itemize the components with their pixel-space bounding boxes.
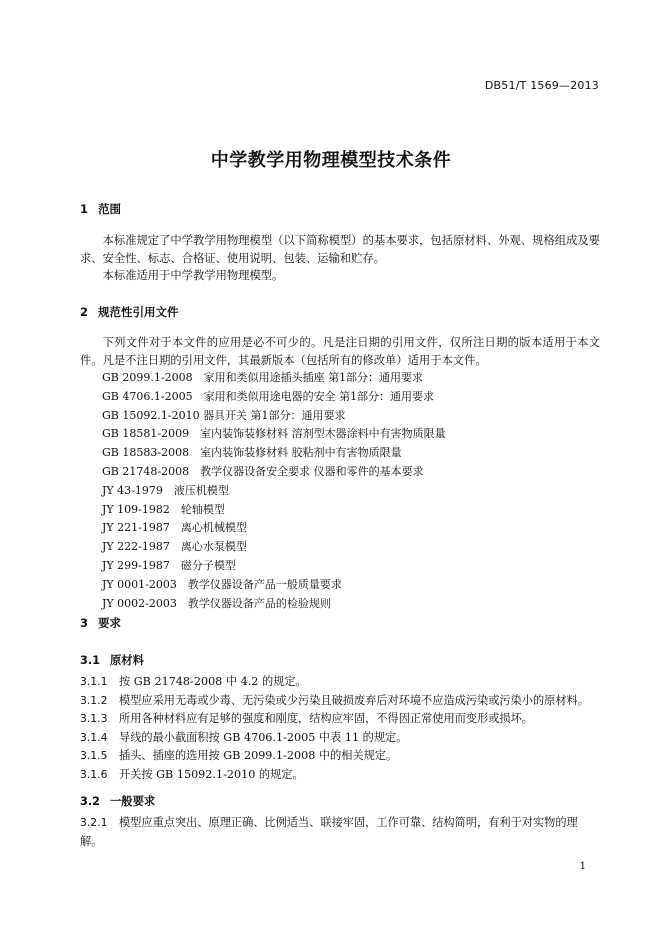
standard-code: DB51/T 1569—2013 <box>484 79 599 92</box>
document-title: 中学教学用物理模型技术条件 <box>210 150 452 171</box>
section-1-body <box>80 232 600 285</box>
clause-number: 3.2.1 <box>80 816 108 829</box>
reference-item: GB 4706.1-2005 家用和类似用途电器的安全 第1部分：通用要求 <box>102 389 435 403</box>
clause-item <box>80 747 605 766</box>
clause-text: 模型应重点突出、原理正确、比例适当、联接牢固，工作可靠、结构简明，有利于对实物的理 <box>119 816 578 829</box>
section-title: 范围 <box>98 202 121 216</box>
clause-number: 3.1.3 <box>80 712 108 726</box>
subsection-3-1-heading <box>80 652 144 668</box>
clause-list-3-1 <box>80 673 605 785</box>
reference-item: JY 299-1987 磁分子模型 <box>102 558 236 572</box>
reference-item: JY 221-1987 离心机械模型 <box>102 521 247 535</box>
clause-number: 3.1.2 <box>80 693 108 707</box>
clause-item <box>80 766 605 785</box>
section-number: 3 <box>80 616 89 630</box>
clause-text: 模型应采用无毒或少毒、无污染或少污染且破损废弃后对环境不应造成污染或污染小的原材料。 <box>119 693 589 707</box>
reference-item: JY 222-1987 离心水泵模型 <box>102 540 247 554</box>
clause-text: 导线的最小截面积按 GB 4706.1-2005 中表 11 的规定。 <box>119 730 408 744</box>
clause-item <box>80 673 605 692</box>
section-title: 要求 <box>98 616 121 630</box>
reference-item: JY 0001-2003 教学仪器设备产品一般质量要求 <box>102 577 342 591</box>
clause-item <box>80 729 605 748</box>
section-2-heading <box>80 304 179 320</box>
clause-text: 开关按 GB 15092.1-2010 的规定。 <box>119 767 304 781</box>
clause-continuation: 解。 <box>80 834 103 848</box>
clause-item <box>80 710 605 729</box>
section-1-heading <box>80 201 121 217</box>
reference-item: GB 18581-2009 室内装饰装修材料 溶剂型木器涂料中有害物质限量 <box>102 427 446 441</box>
clause-number: 3.1.6 <box>80 767 108 781</box>
paragraph: 本标准规定了中学教学用物理模型（以下简称模型）的基本要求，包括原材料、外观、规格组成及要求、安全性、标志、合格证、使用说明、包装、运输和贮存。 <box>80 234 600 265</box>
page-number: 1 <box>579 861 586 872</box>
section-number: 1 <box>80 202 89 216</box>
reference-item: GB 15092.1-2010 器具开关 第1部分：通用要求 <box>102 408 346 422</box>
section-2-intro <box>80 334 600 369</box>
subsection-title: 原材料 <box>110 654 144 667</box>
clause-text: 插头、插座的选用按 GB 2099.1-2008 中的相关规定。 <box>119 749 398 763</box>
reference-item: JY 43-1979 液压机模型 <box>102 483 229 497</box>
subsection-title: 一般要求 <box>110 795 156 808</box>
section-number: 2 <box>80 305 89 319</box>
reference-item: JY 109-1982 轮轴模型 <box>102 502 225 516</box>
paragraph: 下列文件对于本文件的应用是必不可少的。凡是注日期的引用文件，仅所注日期的版本适用于本文件。凡是不注日期的引用文件，其最新版本（包括所有的修改单）适用于本文件。 <box>80 336 600 367</box>
subsection-number: 3.2 <box>80 795 101 808</box>
clause-text: 按 GB 21748-2008 中 4.2 的规定。 <box>119 675 307 688</box>
clause-number: 3.1.1 <box>80 675 108 688</box>
clause-number: 3.1.5 <box>80 749 108 763</box>
clause-text: 所用各种材料应有足够的强度和刚度，结构应牢固，不得因正常使用而变形或损坏。 <box>119 712 533 726</box>
clause-item <box>80 814 605 833</box>
reference-list <box>102 369 446 613</box>
clause-list-3-2 <box>80 814 605 851</box>
reference-item: JY 0002-2003 教学仪器设备产品的检验规则 <box>102 596 331 610</box>
subsection-3-2-heading <box>80 793 155 809</box>
clause-number: 3.1.4 <box>80 730 108 744</box>
paragraph: 本标准适用于中学教学用物理模型。 <box>102 269 284 282</box>
clause-item <box>80 692 605 711</box>
subsection-number: 3.1 <box>80 654 101 667</box>
reference-item: GB 2099.1-2008 家用和类似用途插头插座 第1部分：通用要求 <box>102 371 424 384</box>
reference-item: GB 18583-2008 室内装饰装修材料 胶粘剂中有害物质限量 <box>102 446 402 460</box>
section-title: 规范性引用文件 <box>98 305 179 319</box>
reference-item: GB 21748-2008 教学仪器设备安全要求 仪器和零件的基本要求 <box>102 464 424 478</box>
section-3-heading <box>80 615 121 631</box>
